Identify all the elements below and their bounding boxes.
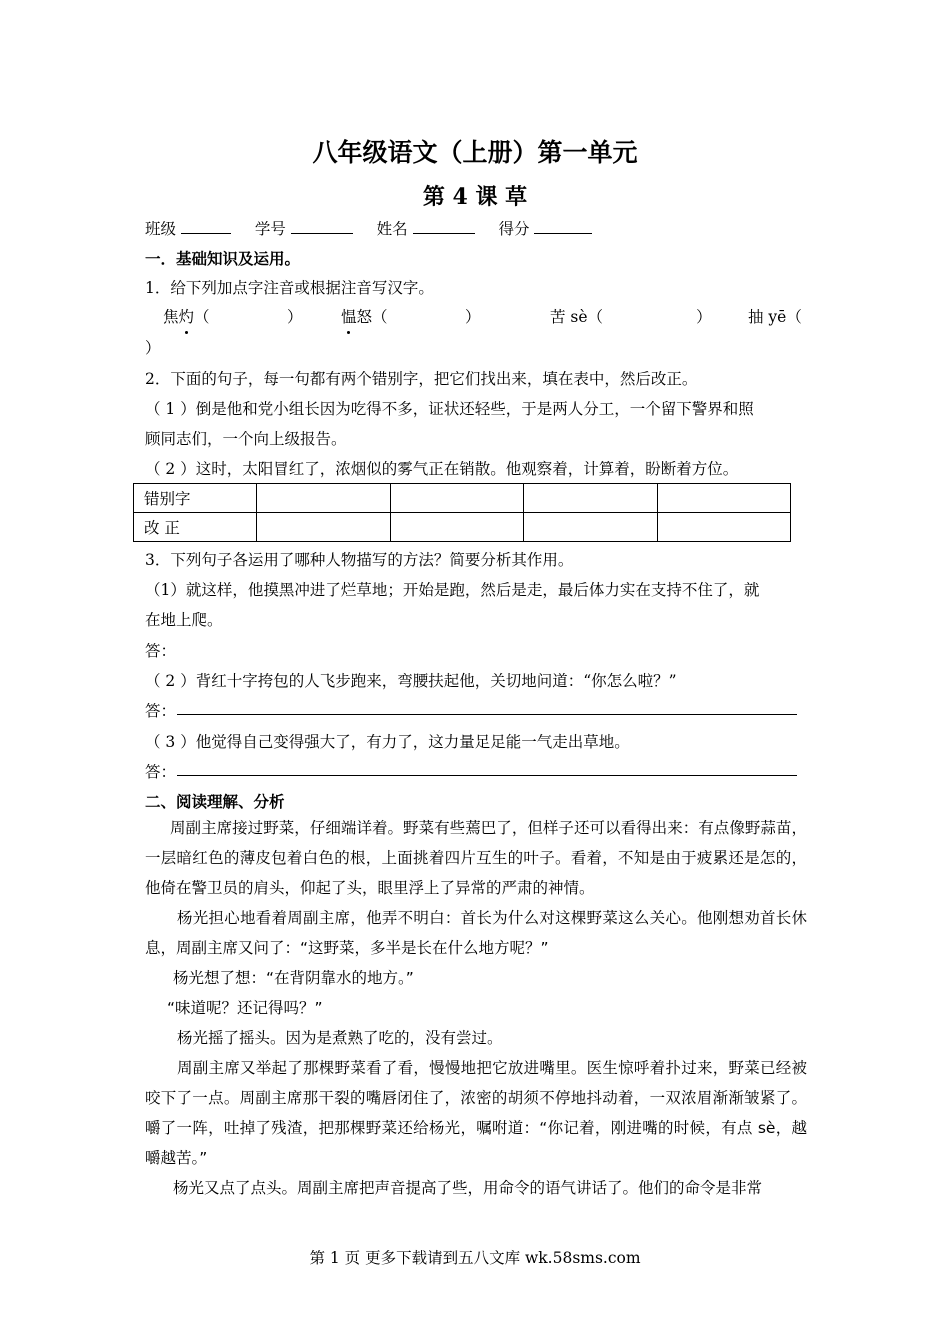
- q1-item-2: 愠怒（ ）: [341, 305, 481, 327]
- q3-sentence1-line2: 在地上爬。: [145, 611, 223, 629]
- lesson-title: 第 4 课 草: [422, 184, 528, 210]
- q1-item-4: 抽 yē（: [748, 308, 802, 326]
- q3-sentence1-line1: （1）就这样，他摸黑冲进了烂草地；开始是跑，然后是走，最后体力实在支持不住了，就: [145, 581, 760, 599]
- name-blank[interactable]: [413, 219, 475, 234]
- reading-paragraph: “味道呢？还记得吗？”: [167, 999, 323, 1017]
- answer-line[interactable]: [177, 775, 797, 776]
- q3-prompt: 3．下列句子各运用了哪种人物描写的方法？简要分析其作用。: [145, 551, 574, 569]
- class-blank[interactable]: [181, 219, 231, 234]
- reading-paragraph: 周副主席接过野菜，仔细端详着。野菜有些蔫巴了，但样子还可以看得出来：有点像野蒜苗，一层暗红色的薄皮包着白色的根，上面挑着四片互生的叶子。看着，不知是由于疲累还是怎的，他倚在警卫员的肩头，仰起了头，眼里浮上了异常的严肃的神情。: [145, 819, 807, 897]
- reading-paragraph: 杨光又点了点头。周副主席把声音提高了些，用命令的语气讲话了。他们的命令是非常: [173, 1179, 763, 1197]
- q1-item-1: 焦灼（ ）: [163, 305, 303, 327]
- table-row: [134, 513, 791, 542]
- q3-sentence3: （ 3 ）他觉得自己变得强大了，有力了，这力量足足能一气走出草地。: [145, 733, 630, 751]
- dotted-char: 愠: [341, 305, 357, 327]
- section2-heading: 二、阅读理解、分析: [145, 792, 285, 811]
- student-info-row: [145, 217, 592, 239]
- q2-sentence1-line1: （ 1 ）倒是他和党小组长因为吃得不多，证状还轻些，于是两人分工，一个留下警界和照: [145, 400, 754, 418]
- score-label: 得分: [498, 220, 530, 238]
- name-label: 姓名: [376, 220, 408, 238]
- answer-label: 答：: [145, 702, 177, 720]
- page-footer: 第 1 页 更多下载请到五八文库 wk.58sms.com: [309, 1249, 641, 1267]
- q1-item-3: 苦 sè（ ）: [550, 308, 712, 326]
- reading-paragraph: 杨光想了想：“在背阴靠水的地方。”: [173, 969, 414, 987]
- table-cell[interactable]: [257, 484, 391, 513]
- section1-heading: 一．基础知识及运用。: [145, 249, 301, 268]
- q3-sentence2: （ 2 ）背红十字挎包的人飞步跑来，弯腰扶起他，关切地问道：“你怎么啦？”: [145, 672, 677, 690]
- document-title: 八年级语文（上册）第一单元: [312, 138, 638, 167]
- answer-label: 答：: [145, 642, 177, 660]
- table-cell[interactable]: [524, 484, 658, 513]
- q1-prompt: 1．给下列加点字注音或根据注音写汉字。: [145, 279, 434, 297]
- table-row-label: 错别字: [134, 484, 257, 513]
- reading-paragraph: 杨光摇了摇头。因为是煮熟了吃的，没有尝过。: [177, 1029, 503, 1047]
- q1-tail: ）: [145, 339, 161, 357]
- table-row-label: 改 正: [134, 513, 257, 542]
- q2-sentence2: （ 2 ）这时，太阳冒红了，浓烟似的雾气正在销散。他观察着，计算着，盼断着方位。: [145, 460, 739, 478]
- correction-table: [133, 483, 791, 542]
- reading-paragraph: 周副主席又举起了那棵野菜看了看，慢慢地把它放进嘴里。医生惊呼着扑过来，野菜已经被咬下了一点。周副主席那干裂的嘴唇闭住了，浓密的胡须不停地抖动着，一双浓眉渐渐皱紧了。嚼了一阵，吐掉了残渣，把那棵野菜还给杨光，嘱咐道：“你记着，刚进嘴的时候，有点 sè，越嚼越苦。”: [145, 1059, 807, 1167]
- reading-paragraph: 杨光担心地看着周副主席，他弄不明白：首长为什么对这棵野菜这么关心。他刚想劝首长休息，周副主席又问了：“这野菜，多半是长在什么地方呢？”: [145, 909, 807, 957]
- dotted-char: 灼: [179, 305, 195, 327]
- q2-prompt: 2．下面的句子，每一句都有两个错别字，把它们找出来，填在表中，然后改正。: [145, 370, 698, 388]
- answer-line[interactable]: [177, 714, 797, 715]
- table-cell[interactable]: [257, 513, 391, 542]
- id-blank[interactable]: [291, 219, 353, 234]
- table-cell[interactable]: [657, 513, 791, 542]
- answer-label: 答：: [145, 763, 177, 781]
- table-cell[interactable]: [657, 484, 791, 513]
- score-blank[interactable]: [534, 219, 592, 234]
- id-label: 学号: [254, 220, 286, 238]
- table-row: [134, 484, 791, 513]
- q2-sentence1-line2: 顾同志们，一个向上级报告。: [145, 430, 347, 448]
- table-cell[interactable]: [390, 513, 524, 542]
- class-label: 班级: [145, 220, 177, 238]
- table-cell[interactable]: [524, 513, 658, 542]
- table-cell[interactable]: [390, 484, 524, 513]
